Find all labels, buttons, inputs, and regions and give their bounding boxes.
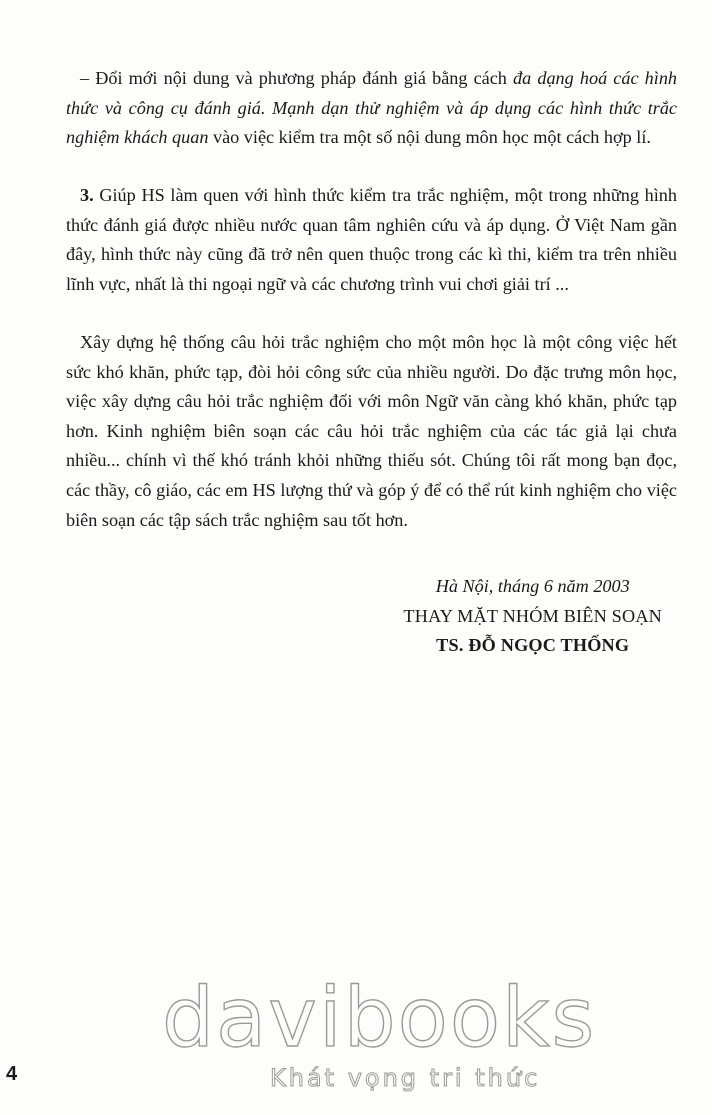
signature-place-date: Hà Nội, tháng 6 năm 2003 bbox=[435, 576, 630, 596]
paragraph-closing bbox=[66, 328, 677, 535]
paragraph-text: Giúp HS làm quen với hình thức kiểm tra trắc nghiệm, một trong những hình thức đánh giá được nhiều nước quan tâm nghiên cứu và áp dụng. Ở Việt Nam gần đây, hình thức này cũng đã trở nên quen thuộc trong các kì thi, kiểm tra trên nhiều lĩnh vực, nhất là thi ngoại ngữ và các chương trình vui chơi giải trí ... bbox=[66, 185, 677, 294]
signature-block bbox=[403, 572, 662, 661]
paragraph-assessment-innovation bbox=[66, 64, 677, 153]
watermark-slogan: Khát vọng tri thức bbox=[270, 1064, 541, 1092]
list-number: 3. bbox=[80, 185, 94, 205]
page-number: 4 bbox=[6, 1063, 18, 1085]
paragraph-text: – Đổi mới nội dung và phương pháp đánh giá bằng cách bbox=[80, 68, 514, 88]
paragraph-italic-text: đa dạng hoá các hình thức và công cụ đánh giá. Mạnh dạn thử nghiệm và áp dụng các hình thức trắc nghiệm khách quan bbox=[66, 68, 678, 148]
signature-name: TS. ĐỖ NGỌC THỐNG bbox=[436, 635, 630, 656]
watermark-brand: davibooks bbox=[162, 971, 597, 1066]
paragraph-text: Xây dựng hệ thống câu hỏi trắc nghiệm cho một môn học là một công việc hết sức khó khăn, phức tạp, đòi hỏi công sức của nhiều người. Do đặc trưng môn học, việc xây dựng câu hỏi trắc nghiệm đối với môn Ngữ văn càng khó khăn, phức tạp hơn. Kinh nghiệm biên soạn các câu hỏi trắc nghiệm của các tác giả lại chưa nhiều... chính vì thế khó tránh khỏi những thiếu sót. Chúng tôi rất mong bạn đọc, các thầy, cô giáo, các em HS lượng thứ và góp ý để có thể rút kinh nghiệm cho việc biên soạn các tập sách trắc nghiệm sau tốt hơn. bbox=[66, 332, 677, 530]
paragraph-point-3 bbox=[66, 181, 677, 299]
signature-role: THAY MẶT NHÓM BIÊN SOẠN bbox=[403, 605, 662, 626]
paragraph-text: vào việc kiểm tra một số nội dung môn học một cách hợp lí. bbox=[208, 127, 651, 148]
watermark-logo bbox=[162, 971, 602, 1092]
